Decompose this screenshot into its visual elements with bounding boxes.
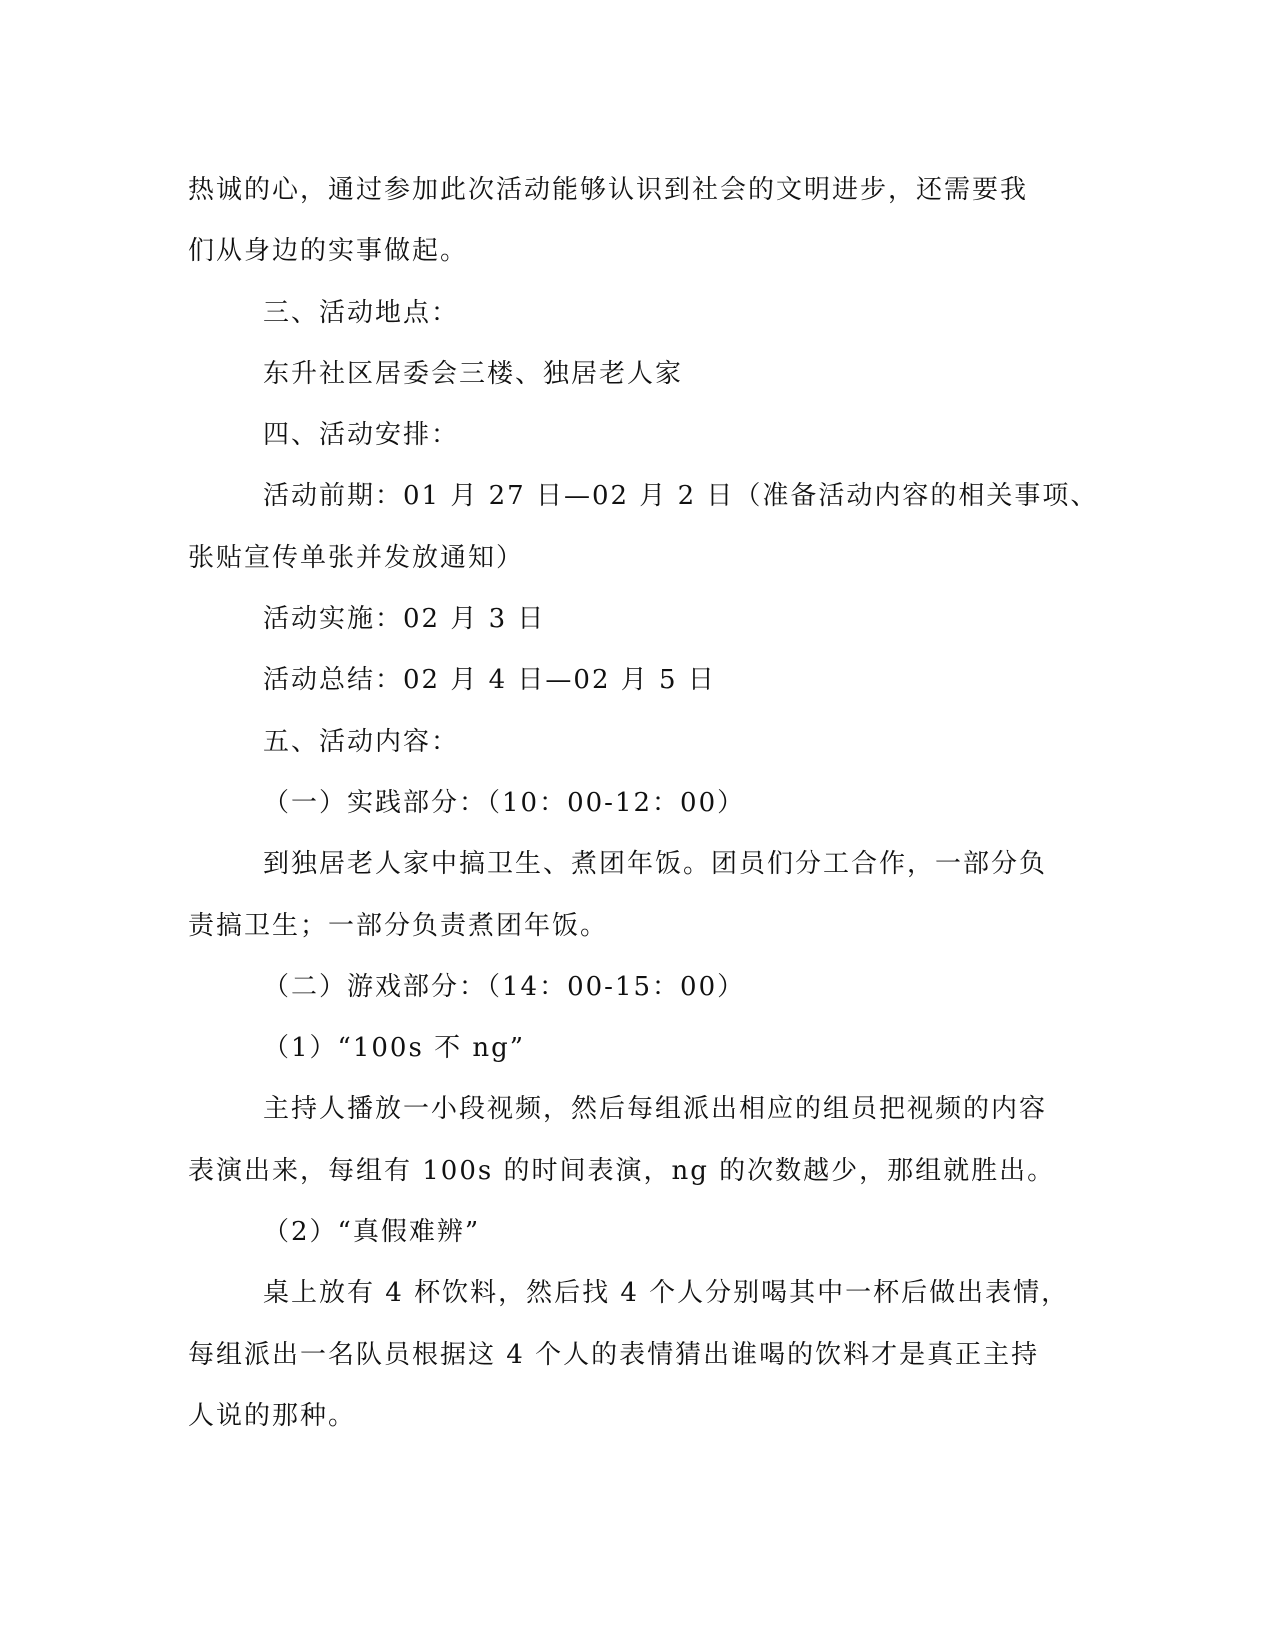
subsection-heading-games: （二）游戏部分：（14：00-15：00） bbox=[263, 971, 746, 1002]
body-line: 桌上放有 4 杯饮料，然后找 4 个人分别喝其中一杯后做出表情， bbox=[263, 1278, 1070, 1309]
section-heading-schedule: 四、活动安排： bbox=[263, 420, 460, 451]
body-line: 张贴宣传单张并发放通知） bbox=[188, 542, 525, 573]
section-heading-location: 三、活动地点： bbox=[263, 297, 460, 328]
body-line: 主持人播放一小段视频，然后每组派出相应的组员把视频的内容 bbox=[263, 1094, 1048, 1125]
body-line: 活动总结：02 月 4 日—02 月 5 日 bbox=[263, 665, 716, 696]
body-line: 责搞卫生；一部分负责煮团年饭。 bbox=[188, 910, 609, 941]
body-line: 人说的那种。 bbox=[188, 1400, 357, 1431]
game-title-1: （1）“100s 不 ng” bbox=[263, 1033, 526, 1064]
subsection-heading-practice: （一）实践部分：（10：00-12：00） bbox=[263, 787, 746, 818]
body-line: 们从身边的实事做起。 bbox=[188, 236, 469, 267]
body-line: 东升社区居委会三楼、独居老人家 bbox=[263, 358, 684, 389]
document-body bbox=[188, 160, 1099, 1447]
body-line: 表演出来，每组有 100s 的时间表演，ng 的次数越少，那组就胜出。 bbox=[188, 1155, 1056, 1186]
section-heading-content: 五、活动内容： bbox=[263, 726, 460, 757]
game-title-2: （2）“真假难辨” bbox=[263, 1217, 481, 1248]
body-line: 到独居老人家中搞卫生、煮团年饭。团员们分工合作，一部分负 bbox=[263, 849, 1048, 880]
body-line: 每组派出一名队员根据这 4 个人的表情猜出谁喝的饮料才是真正主持 bbox=[188, 1339, 1040, 1370]
body-line: 活动实施：02 月 3 日 bbox=[263, 604, 546, 635]
body-line: 热诚的心，通过参加此次活动能够认识到社会的文明进步，还需要我 bbox=[188, 175, 1029, 205]
body-line: 活动前期：01 月 27 日—02 月 2 日（准备活动内容的相关事项、 bbox=[263, 481, 1099, 512]
